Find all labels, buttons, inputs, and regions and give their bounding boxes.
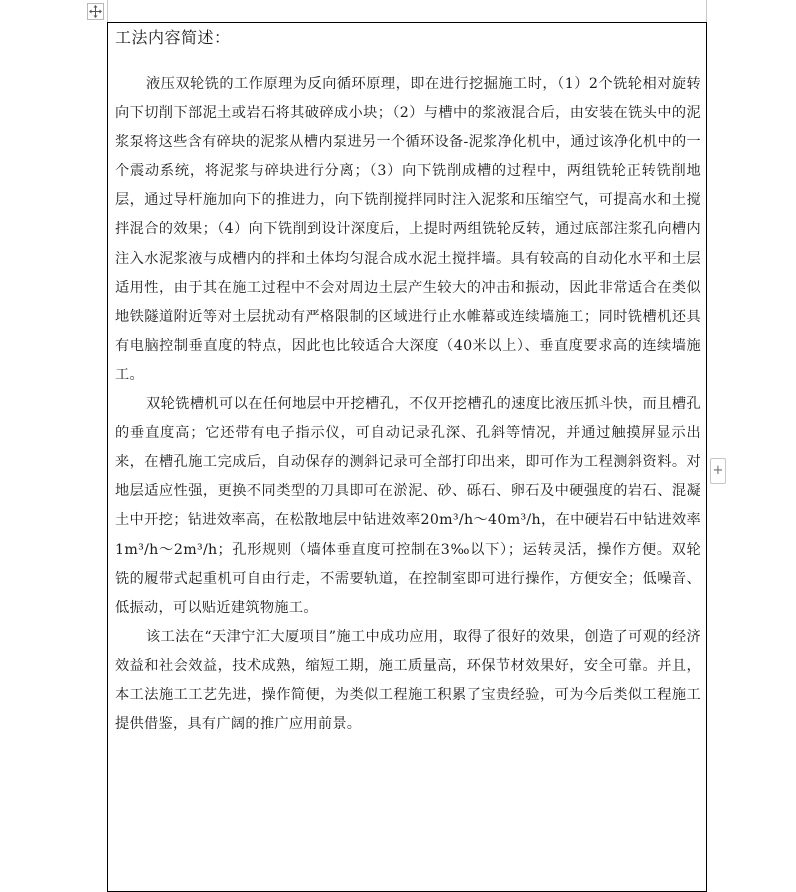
move-arrows-icon: [88, 4, 103, 19]
page-margin-guide-right: [706, 0, 707, 22]
paragraph-working-principle: 液压双轮铣的工作原理为反向循环原理，即在进行挖掘施工时，（1）2个铣轮相对旋转向下切削下部泥土或岩石将其破碎成小块；（2）与槽中的浆液混合后，由安装在铣头中的泥浆泵将这些含有碎块的泥浆从槽内泵进另一个循环设备-泥浆净化机中，通过该净化机中的一个震动系统，将泥浆与碎块进行分离；（3）向下铣削成槽的过程中，两组铣轮正转铣削地层，通过导杆施加向下的推进力，向下铣削搅拌同时注入泥浆和压缩空气，可提高水和土搅拌混合的效果；（4）向下铣削到设计深度后，上提时两组铣轮反转，通过底部注浆孔向槽内注入水泥浆液与成槽内的拌和土体均匀混合成水泥土搅拌墙。具有较高的自动化水平和土层适用性，由于其在施工过程中不会对周边土层产生较大的冲击和振动，因此非常适合在类似地铁隧道附近等对土层扰动有严格限制的区域进行止水帷幕或连续墙施工；同时铣槽机还具有电脑控制垂直度的特点，因此也比较适合大深度（40米以上）、垂直度要求高的连续墙施工。: [115, 76, 701, 383]
table-cell[interactable]: [115, 26, 701, 739]
add-row-button[interactable]: +: [710, 458, 726, 484]
table-move-handle[interactable]: [87, 3, 104, 20]
paragraph-application-results: 该工法在“天津宁汇大厦项目”施工中成功应用，取得了很好的效果，创造了可观的经济效益和社会效益，技术成熟，缩短工期，施工质量高，环保节材效果好，安全可靠。并且，本工法施工工艺先进，操作简便，为类似工程施工积累了宝贵经验，可为今后类似工程施工提供借鉴，具有广阔的推广应用前景。: [115, 628, 701, 733]
section-title: 工法内容简述：: [115, 28, 231, 47]
paragraph-machine-advantages: 双轮铣槽机可以在任何地层中开挖槽孔，不仅开挖槽孔的速度比液压抓斗快，而且槽孔的垂直度高；它还带有电子指示仪，可自动记录孔深、孔斜等情况，并通过触摸屏显示出来，在槽孔施工完成后，自动保存的测斜记录可全部打印出来，即可作为工程测斜资料。对地层适应性强，更换不同类型的刀具即可在淤泥、砂、砾石、卵石及中硬强度的岩石、混凝土中开挖；钻进效率高，在松散地层中钻进效率20m³/h～40m³/h，在中硬岩石中钻进效率1m³/h～2m³/h；孔形规则（墙体垂直度可控制在3‰以下）；运转灵活，操作方便。双轮铣的履带式起重机可自由行走，不需要轨道，在控制室即可进行操作，方便安全；低噪音、低振动，可以贴近建筑物施工。: [115, 396, 701, 616]
page-margin-guide-left: [107, 0, 108, 22]
